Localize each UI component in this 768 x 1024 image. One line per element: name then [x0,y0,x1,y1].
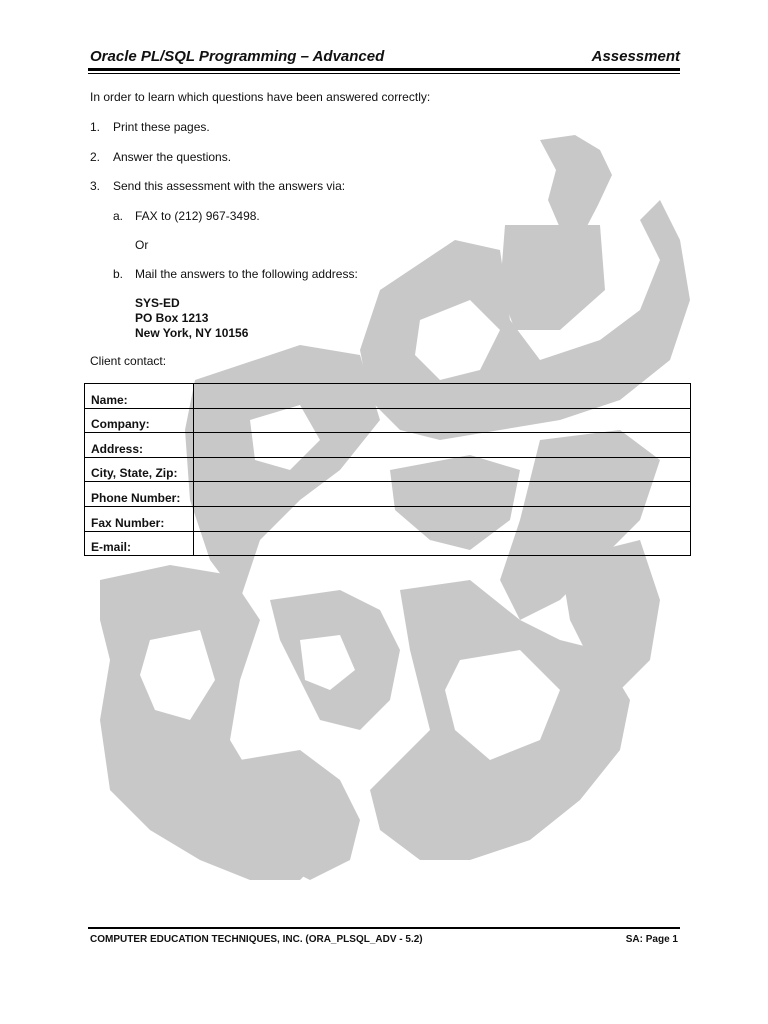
contact-row [85,457,691,482]
document-title: Oracle PL/SQL Programming – Advanced [90,48,385,65]
contact-field-label: Name: [85,384,194,409]
contact-field-value[interactable] [194,408,691,433]
address-line-2: PO Box 1213 [135,311,209,325]
contact-field-label: Phone Number: [85,482,194,507]
step-3-text: Send this assessment with the answers via: [113,179,346,193]
option-a-text: FAX to (212) 967-3498. [135,209,260,223]
option-b-text: Mail the answers to the following address: [135,267,358,281]
step-3-number: 3. [90,179,101,193]
step-2-text: Answer the questions. [113,150,232,164]
contact-field-value[interactable] [194,482,691,507]
contact-row [85,433,691,458]
address-line-1: SYS-ED [135,296,180,310]
header-rule [88,68,680,71]
footer-rule [88,927,680,929]
or-text: Or [135,238,149,252]
contact-row [85,531,691,556]
intro-text: In order to learn which questions have been answered correctly: [90,90,431,104]
step-2-number: 2. [90,150,101,164]
step-1-text: Print these pages. [113,120,210,134]
contact-field-value[interactable] [194,433,691,458]
page-header [90,47,680,69]
step-1-number: 1. [90,120,101,134]
contact-row [85,482,691,507]
contact-field-label: Address: [85,433,194,458]
header-rule-thin [88,73,680,74]
contact-field-value[interactable] [194,457,691,482]
option-b-label: b. [113,267,124,281]
contact-field-label: Company: [85,408,194,433]
footer-company: COMPUTER EDUCATION TECHNIQUES, INC. (ORA_PLSQL_ADV - 5.2) [90,934,423,945]
contact-field-label: E-mail: [85,531,194,556]
contact-field-label: City, State, Zip: [85,457,194,482]
contact-row [85,408,691,433]
client-contact-label: Client contact: [90,354,167,368]
contact-field-label: Fax Number: [85,506,194,531]
contact-field-value[interactable] [194,531,691,556]
option-a-label: a. [113,209,124,223]
address-line-3: New York, NY 10156 [135,326,249,340]
section-title: Assessment [591,48,680,65]
contact-form-table [84,383,691,556]
contact-row [85,506,691,531]
contact-row [85,384,691,409]
contact-field-value[interactable] [194,384,691,409]
contact-field-value[interactable] [194,506,691,531]
footer-page-number: SA: Page 1 [625,934,678,945]
